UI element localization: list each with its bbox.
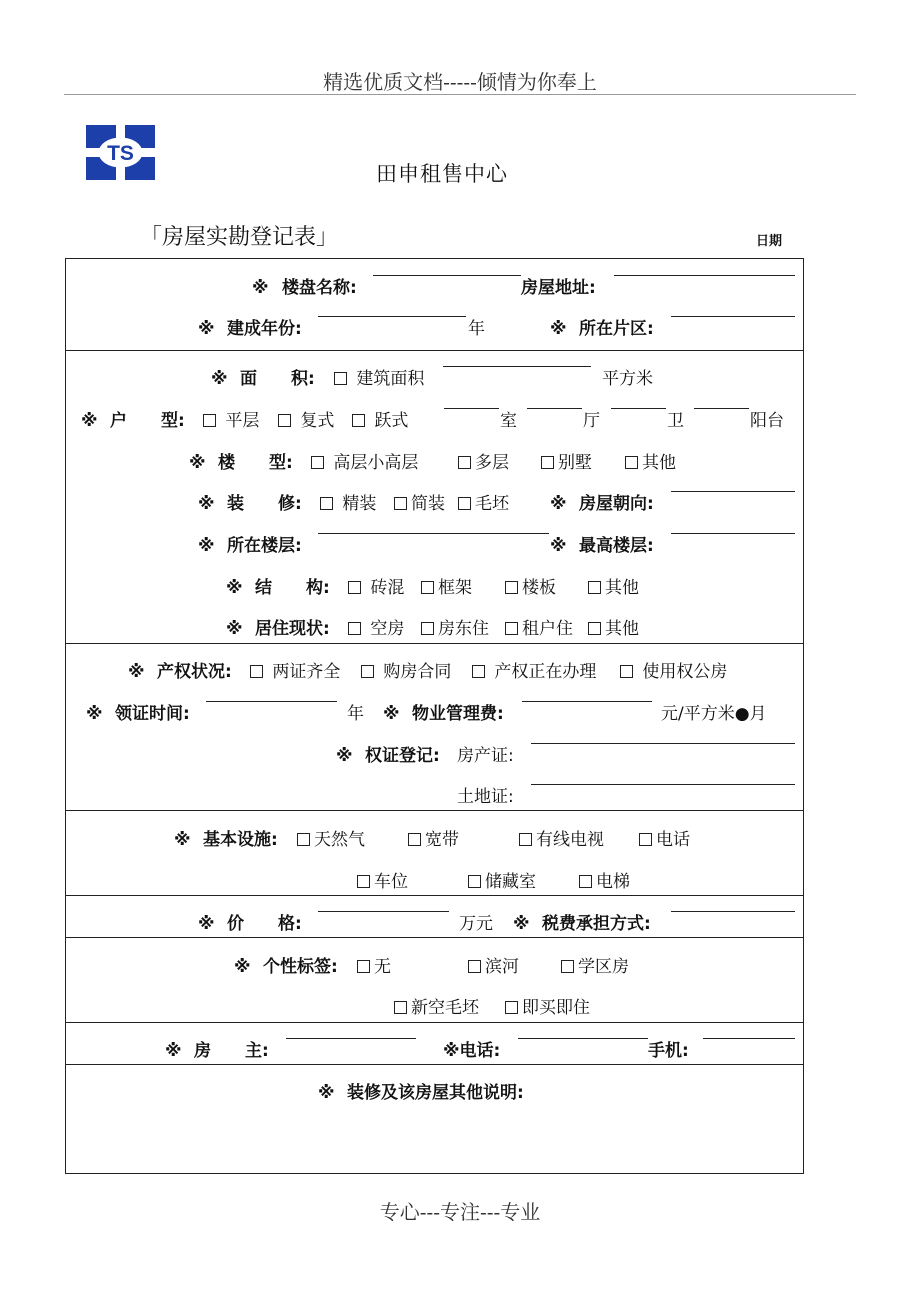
bath-field[interactable] <box>611 408 666 409</box>
mark: ※ <box>226 619 243 639</box>
decor-option-fine[interactable]: 精装 <box>320 491 376 517</box>
prop-option-processing[interactable]: 产权正在办理 <box>472 659 596 685</box>
form-title: 「房屋实勘登记表」 <box>140 225 339 250</box>
tag-option-move-in[interactable]: 即买即住 <box>505 995 590 1021</box>
checkbox-icon[interactable] <box>421 581 434 594</box>
row-property-rights <box>0 659 920 685</box>
fac-option-storage[interactable]: 储藏室 <box>468 869 536 895</box>
district-label: 所在片区: <box>579 319 654 339</box>
mark: ※ <box>550 494 567 514</box>
area-label: 面 积: <box>240 369 315 389</box>
layout-label: 户 型: <box>110 411 185 431</box>
row-land-cert <box>0 784 920 810</box>
mobile-label: 手机: <box>648 1041 689 1061</box>
building-name-label: 楼盘名称: <box>282 278 357 298</box>
decor-option-raw[interactable]: 毛坯 <box>458 491 509 517</box>
fac-option-broadband[interactable]: 宽带 <box>408 827 459 853</box>
struct-option-frame[interactable]: 框架 <box>421 575 472 601</box>
owner-label: 房 主: <box>194 1041 269 1061</box>
row-tags-2 <box>0 995 920 1021</box>
checkbox-icon[interactable] <box>394 497 407 510</box>
status-label: 居住现状: <box>255 619 330 639</box>
checkbox-icon[interactable] <box>408 833 421 846</box>
layout-option-loft[interactable]: 跃式 <box>352 408 408 434</box>
cert-time-field[interactable] <box>206 701 337 702</box>
checkbox-icon[interactable] <box>278 414 291 427</box>
checkbox-icon[interactable] <box>639 833 652 846</box>
price-unit: 万元 <box>459 914 493 934</box>
mark: ※ <box>513 914 530 934</box>
fac-option-gas[interactable]: 天然气 <box>297 827 365 853</box>
tags-label: 个性标签: <box>263 957 338 977</box>
bath-unit: 卫 <box>667 411 684 431</box>
room-unit: 室 <box>500 411 517 431</box>
top-floor-field[interactable] <box>671 533 795 534</box>
layout-option-flat[interactable]: 平层 <box>203 408 259 434</box>
year-built-label: 建成年份: <box>227 319 302 339</box>
mark: ※ <box>234 957 251 977</box>
row-structure <box>0 575 920 601</box>
area-unit: 平方米 <box>602 369 653 389</box>
status-option-vacant[interactable]: 空房 <box>348 616 404 642</box>
checkbox-icon[interactable] <box>352 414 365 427</box>
tag-option-none[interactable]: 无 <box>357 954 391 980</box>
tag-option-new-raw[interactable]: 新空毛坯 <box>394 995 479 1021</box>
tax-field[interactable] <box>671 911 795 912</box>
mark: ※ <box>86 704 103 724</box>
checkbox-icon[interactable] <box>334 372 347 385</box>
price-field[interactable] <box>318 911 449 912</box>
mark: ※ <box>189 453 206 473</box>
cert-time-label: 领证时间: <box>115 704 190 724</box>
row-decor <box>0 491 920 517</box>
checkbox-icon[interactable] <box>348 622 361 635</box>
checkbox-icon[interactable] <box>203 414 216 427</box>
mark: ※ <box>81 411 98 431</box>
owner-field[interactable] <box>286 1038 416 1039</box>
company-name: 田申租售中心 <box>376 162 508 186</box>
layout-option-duplex[interactable]: 复式 <box>278 408 334 434</box>
building-type-label: 楼 型: <box>218 453 293 473</box>
hall-field[interactable] <box>527 408 582 409</box>
floor-label: 所在楼层: <box>227 536 302 556</box>
checkbox-icon[interactable] <box>250 665 263 678</box>
checkbox-icon[interactable] <box>357 875 370 888</box>
checkbox-icon[interactable] <box>505 622 518 635</box>
house-cert-field[interactable] <box>531 743 795 744</box>
structure-label: 结 构: <box>255 578 330 598</box>
btype-option-villa[interactable]: 别墅 <box>541 450 592 476</box>
section-divider <box>65 895 804 896</box>
mark: ※ <box>165 1041 182 1061</box>
row-layout <box>0 408 920 434</box>
mgmt-fee-unit: 元/平方米●月 <box>661 704 767 724</box>
address-field[interactable] <box>614 275 795 276</box>
checkbox-icon[interactable] <box>361 665 374 678</box>
tag-option-riverside[interactable]: 滨河 <box>468 954 519 980</box>
row-cert-time <box>0 701 920 727</box>
checkbox-icon[interactable] <box>394 1001 407 1014</box>
year-unit: 年 <box>468 319 485 339</box>
status-option-owner[interactable]: 房东住 <box>421 616 489 642</box>
mgmt-fee-label: 物业管理费: <box>412 704 504 724</box>
fac-option-parking[interactable]: 车位 <box>357 869 408 895</box>
row-building <box>0 275 920 301</box>
section-divider <box>65 1064 804 1065</box>
checkbox-icon[interactable] <box>320 497 333 510</box>
row-price <box>0 911 920 937</box>
row-building-type <box>0 450 920 476</box>
section-divider <box>65 937 804 938</box>
land-cert-label: 土地证: <box>457 787 514 807</box>
top-floor-label: 最高楼层: <box>579 536 654 556</box>
checkbox-icon[interactable] <box>421 622 434 635</box>
mark: ※ <box>198 914 215 934</box>
cert-year-unit: 年 <box>347 704 364 724</box>
checkbox-icon[interactable] <box>519 833 532 846</box>
checkbox-icon[interactable] <box>468 960 481 973</box>
checkbox-icon[interactable] <box>541 456 554 469</box>
section-divider <box>65 643 804 644</box>
mark: ※ <box>198 494 215 514</box>
row-status <box>0 616 920 642</box>
phone-label: ※电话: <box>443 1041 501 1061</box>
struct-option-brick[interactable]: 砖混 <box>348 575 404 601</box>
year-built-field[interactable] <box>318 316 466 317</box>
row-facilities-2 <box>0 869 920 895</box>
struct-option-other[interactable]: 其他 <box>588 575 639 601</box>
row-area <box>0 366 920 392</box>
mark: ※ <box>550 536 567 556</box>
cert-register-label: 权证登记: <box>365 746 440 766</box>
balcony-field[interactable] <box>694 408 749 409</box>
checkbox-icon[interactable] <box>588 622 601 635</box>
status-option-other[interactable]: 其他 <box>588 616 639 642</box>
area-field[interactable] <box>443 366 591 367</box>
prop-option-full[interactable]: 两证齐全 <box>250 659 340 685</box>
checkbox-icon[interactable] <box>472 665 485 678</box>
checkbox-icon[interactable] <box>579 875 592 888</box>
tag-option-school[interactable]: 学区房 <box>561 954 629 980</box>
checkbox-icon[interactable] <box>357 960 370 973</box>
decor-label: 装 修: <box>227 494 302 514</box>
checkbox-icon[interactable] <box>311 456 324 469</box>
checkbox-icon[interactable] <box>468 875 481 888</box>
prop-option-public[interactable]: 使用权公房 <box>620 659 727 685</box>
fac-option-cable-tv[interactable]: 有线电视 <box>519 827 604 853</box>
mark: ※ <box>174 830 191 850</box>
mark: ※ <box>383 704 400 724</box>
section-divider <box>65 810 804 811</box>
checkbox-icon[interactable] <box>458 456 471 469</box>
orientation-label: 房屋朝向: <box>579 494 654 514</box>
land-cert-field[interactable] <box>531 784 795 785</box>
fac-option-phone[interactable]: 电话 <box>639 827 690 853</box>
house-cert-label: 房产证: <box>457 746 514 766</box>
btype-option-other[interactable]: 其他 <box>625 450 676 476</box>
notes-area[interactable] <box>70 1110 798 1168</box>
row-year <box>0 316 920 342</box>
page-header: 精选优质文档-----倾情为你奉上 <box>323 70 597 94</box>
floor-field[interactable] <box>318 533 549 534</box>
area-type-option[interactable]: 建筑面积 <box>334 366 424 392</box>
decor-option-simple[interactable]: 简装 <box>394 491 445 517</box>
row-facilities <box>0 827 920 853</box>
mark: ※ <box>226 578 243 598</box>
mark: ※ <box>252 278 269 298</box>
checkbox-icon[interactable] <box>561 960 574 973</box>
prop-option-contract[interactable]: 购房合同 <box>361 659 451 685</box>
property-rights-label: 产权状况: <box>157 662 232 682</box>
checkbox-icon[interactable] <box>348 581 361 594</box>
mgmt-fee-field[interactable] <box>522 701 652 702</box>
section-divider <box>65 350 804 351</box>
orientation-field[interactable] <box>671 491 795 492</box>
row-owner <box>0 1038 920 1064</box>
row-floor <box>0 533 920 559</box>
checkbox-icon[interactable] <box>505 581 518 594</box>
building-name-field[interactable] <box>373 275 521 276</box>
hall-unit: 厅 <box>583 411 600 431</box>
struct-option-slab[interactable]: 楼板 <box>505 575 556 601</box>
row-notes <box>0 1080 920 1106</box>
btype-option-highrise[interactable]: 高层小高层 <box>311 450 418 476</box>
logo-text: TS <box>107 142 134 165</box>
mark: ※ <box>128 662 145 682</box>
checkbox-icon[interactable] <box>505 1001 518 1014</box>
checkbox-icon[interactable] <box>297 833 310 846</box>
fac-option-elevator[interactable]: 电梯 <box>579 869 630 895</box>
row-cert-register <box>0 743 920 769</box>
room-field[interactable] <box>444 408 499 409</box>
header-divider <box>64 94 856 95</box>
page-footer: 专心---专注---专业 <box>379 1200 541 1224</box>
mark: ※ <box>211 369 228 389</box>
address-label: 房屋地址: <box>521 278 596 298</box>
price-label: 价 格: <box>227 914 302 934</box>
checkbox-icon[interactable] <box>458 497 471 510</box>
notes-label: 装修及该房屋其他说明: <box>347 1083 524 1103</box>
mobile-field[interactable] <box>703 1038 795 1039</box>
checkbox-icon[interactable] <box>588 581 601 594</box>
facilities-label: 基本设施: <box>203 830 278 850</box>
btype-option-multi[interactable]: 多层 <box>458 450 509 476</box>
section-divider <box>65 1022 804 1023</box>
mark: ※ <box>318 1083 335 1103</box>
row-tags <box>0 954 920 980</box>
date-label: 日期 <box>756 234 783 249</box>
mark: ※ <box>336 746 353 766</box>
mark: ※ <box>550 319 567 339</box>
status-option-tenant[interactable]: 租户住 <box>505 616 573 642</box>
checkbox-icon[interactable] <box>620 665 633 678</box>
phone-field[interactable] <box>518 1038 648 1039</box>
checkbox-icon[interactable] <box>625 456 638 469</box>
mark: ※ <box>198 319 215 339</box>
tax-label: 税费承担方式: <box>542 914 651 934</box>
mark: ※ <box>198 536 215 556</box>
balcony-unit: 阳台 <box>750 411 784 431</box>
district-field[interactable] <box>671 316 795 317</box>
